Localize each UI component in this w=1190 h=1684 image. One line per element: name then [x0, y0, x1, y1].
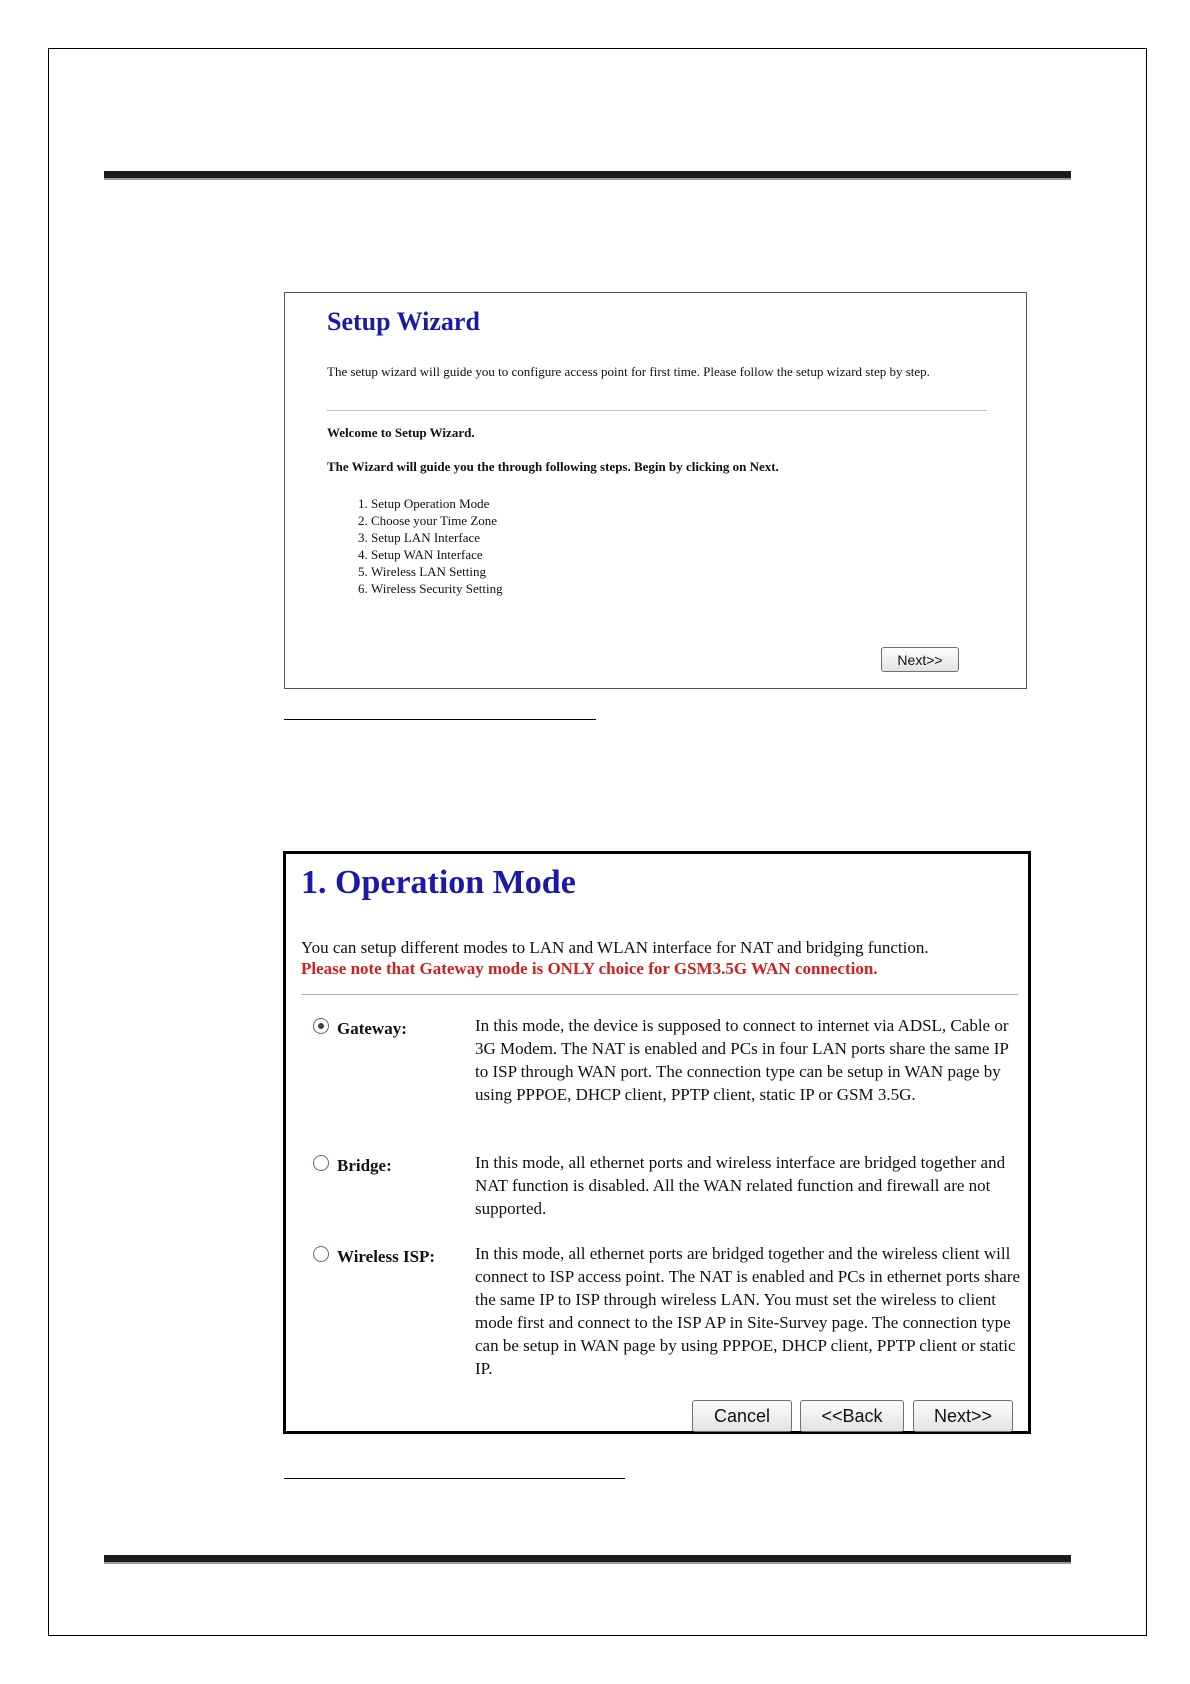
operation-mode-title: 1. Operation Mode — [301, 864, 576, 901]
caption-underline — [284, 1478, 625, 1479]
gateway-label: Gateway: — [337, 1019, 407, 1038]
footer-rule — [104, 1555, 1071, 1564]
bridge-label: Bridge: — [337, 1156, 392, 1175]
divider — [301, 994, 1018, 995]
header-rule — [104, 171, 1071, 180]
operation-mode-screenshot — [283, 851, 1031, 1434]
cancel-button[interactable]: Cancel — [692, 1400, 792, 1432]
caption-underline — [284, 719, 596, 720]
list-item: 2. Choose your Time Zone — [371, 512, 503, 529]
operation-mode-description: You can setup different modes to LAN and WLAN interface for NAT and bridging function. — [301, 938, 929, 957]
list-item: 1. Setup Operation Mode — [371, 495, 503, 512]
list-item: 5. Wireless LAN Setting — [371, 563, 503, 580]
wireless-isp-description: In this mode, all ethernet ports are bridged together and the wireless client will connect to ISP access point. The NAT is enabled and PCs in ethernet ports share the same IP to ISP through wireless LAN. You must set the wireless to client mode first and connect to the ISP AP in Site-Survey page. The connection type can be setup in WAN page by using PPPOE, DHCP client, PPTP client or static IP. — [475, 1244, 1020, 1378]
welcome-text: Welcome to Setup Wizard. — [327, 425, 475, 440]
wizard-steps-list — [327, 495, 503, 597]
list-item: 4. Setup WAN Interface — [371, 546, 503, 563]
list-item: 3. Setup LAN Interface — [371, 529, 503, 546]
bridge-description: In this mode, all ethernet ports and wireless interface are bridged together and NAT function is disabled. All the WAN related function and firewall are not supported. — [475, 1153, 1006, 1218]
list-item: 6. Wireless Security Setting — [371, 580, 503, 597]
guide-text: The Wizard will guide you the through following steps. Begin by clicking on Next. — [327, 459, 779, 474]
gateway-description: In this mode, the device is supposed to connect to internet via ADSL, Cable or 3G Modem. The NAT is enabled and PCs in four LAN ports share the same IP to ISP through WAN port. The connection type can be setup in WAN page by using PPPOE, DHCP client, PPTP client, static IP or GSM 3.5G. — [475, 1016, 1009, 1104]
bridge-radio[interactable] — [313, 1155, 329, 1171]
gateway-note: Please note that Gateway mode is ONLY choice for GSM3.5G WAN connection. — [301, 959, 878, 978]
setup-wizard-description: The setup wizard will guide you to configure access point for first time. Please follow the setup wizard step by step. — [327, 364, 930, 379]
gateway-radio[interactable] — [313, 1018, 329, 1034]
wizard-next-button[interactable]: Next>> — [881, 647, 959, 672]
setup-wizard-title: Setup Wizard — [327, 307, 480, 336]
setup-wizard-screenshot — [284, 292, 1027, 689]
wireless-isp-radio[interactable] — [313, 1246, 329, 1262]
wireless-isp-label: Wireless ISP: — [337, 1247, 436, 1266]
next-button[interactable]: Next>> — [913, 1400, 1013, 1432]
divider — [327, 410, 987, 411]
back-button[interactable]: <<Back — [800, 1400, 904, 1432]
